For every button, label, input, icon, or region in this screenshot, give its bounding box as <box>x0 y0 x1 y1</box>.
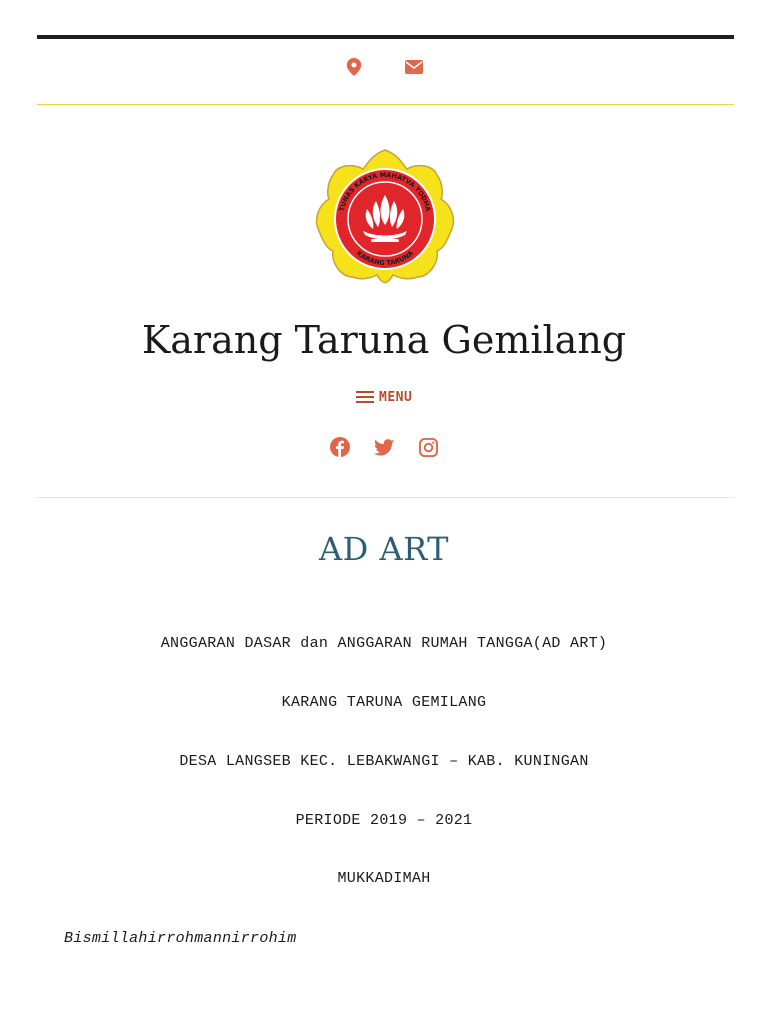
heading-line-5: MUKKADIMAH <box>337 870 431 887</box>
social-links <box>0 436 768 460</box>
heading-line-1: ANGGARAN DASAR dan ANGGARAN RUMAH TANGGA(AD ART) <box>160 635 608 652</box>
svg-text:KARANG TARUNA: KARANG TARUNA <box>355 249 415 268</box>
header-divider <box>37 104 734 105</box>
facebook-icon[interactable] <box>329 436 351 458</box>
site-title[interactable]: Karang Taruna Gemilang <box>141 318 627 362</box>
menu-label: MENU <box>379 389 413 405</box>
karang-taruna-emblem <box>310 148 460 290</box>
heading-line-3: DESA LANGSEB KEC. LEBAKWANGI – KAB. KUNINGAN <box>179 753 589 770</box>
twitter-icon[interactable] <box>373 436 395 458</box>
hamburger-icon <box>356 390 374 404</box>
top-border <box>37 35 734 39</box>
opening-text: Bismillahirrohmannirrohim <box>64 930 297 947</box>
page-title: AD ART <box>319 530 449 568</box>
instagram-icon[interactable] <box>417 436 439 458</box>
content-divider <box>37 497 734 498</box>
menu-button[interactable] <box>356 386 412 408</box>
heading-line-4: PERIODE 2019 – 2021 <box>295 812 473 829</box>
heading-line-2: KARANG TARUNA GEMILANG <box>281 694 487 711</box>
map-marker-icon[interactable] <box>344 57 364 77</box>
envelope-icon[interactable] <box>404 57 424 77</box>
site-logo[interactable] <box>310 148 460 290</box>
svg-text:TUNAS KARYA MAHATVA YODHA: TUNAS KARYA MAHATVA YODHA <box>337 170 433 213</box>
header-contact-icons <box>0 57 768 79</box>
